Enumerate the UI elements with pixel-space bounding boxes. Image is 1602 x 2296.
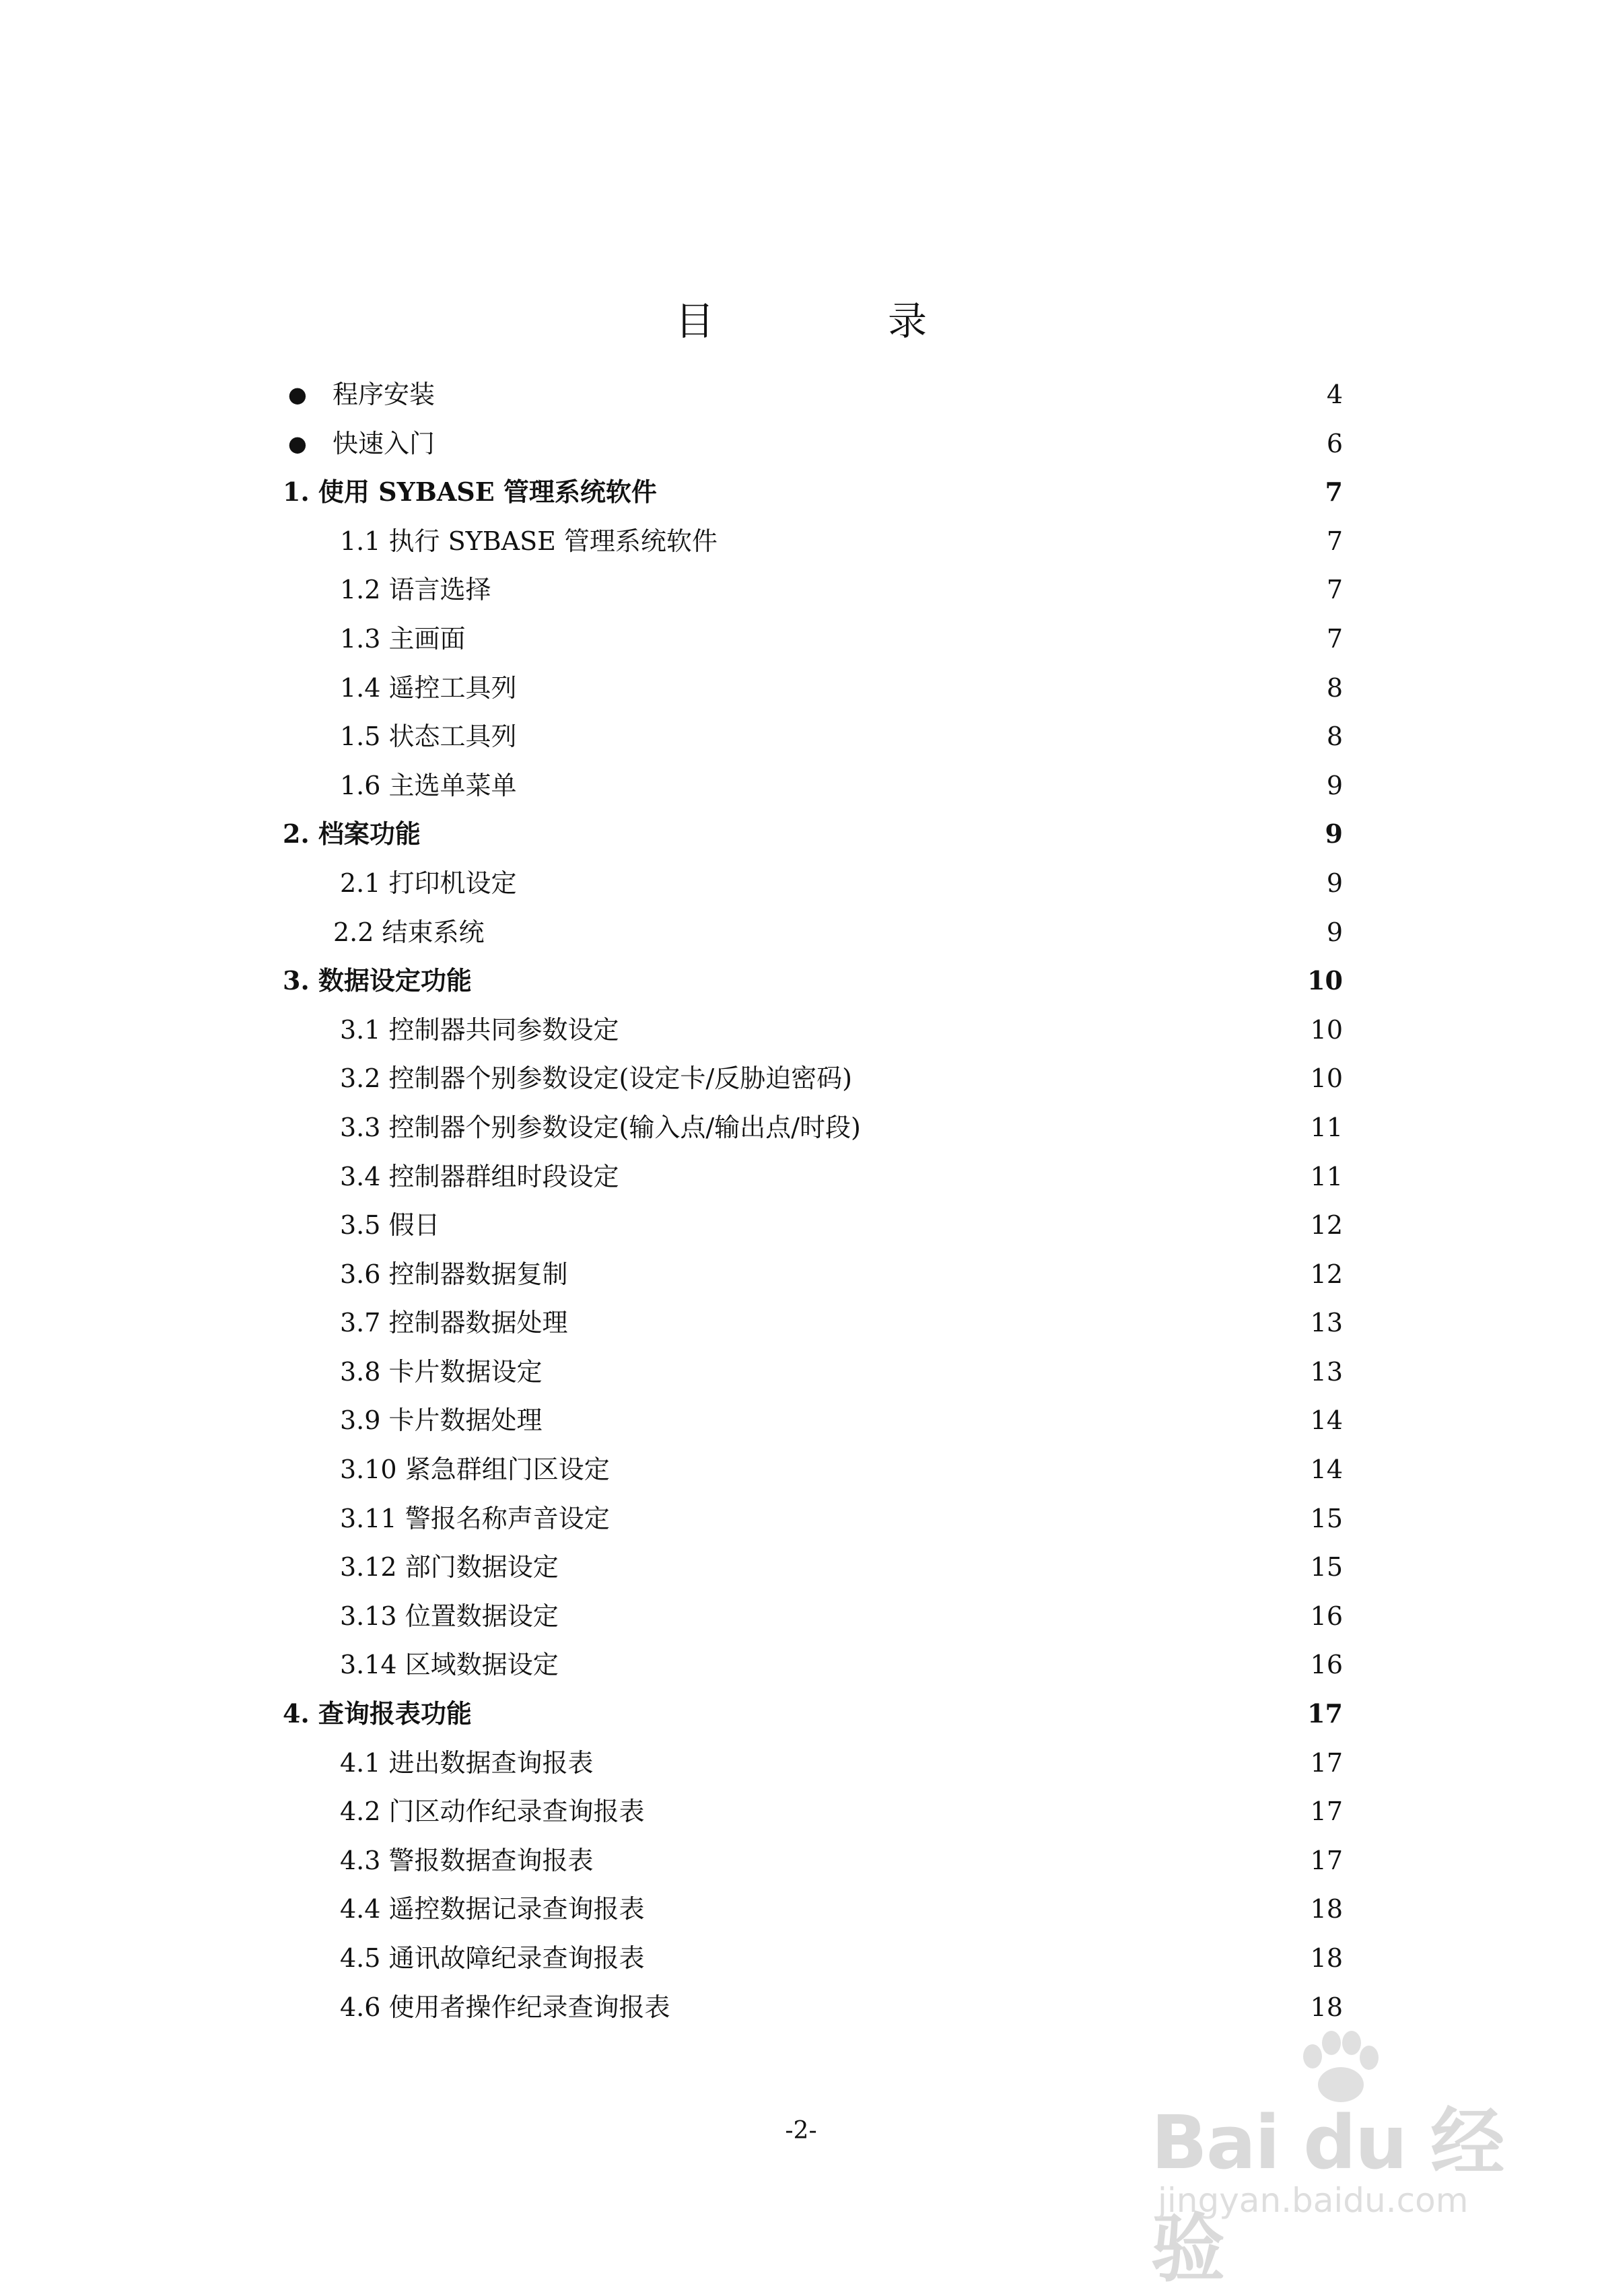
toc-entry-page: 17 [1310,1845,1343,1875]
toc-entry-label: 3. 数据设定功能 [283,965,472,996]
toc-entry [283,1690,1343,1739]
toc-entry-page: 9 [1326,917,1343,947]
toc-entry-page: 15 [1310,1552,1343,1582]
toc-entry [283,1592,1343,1641]
toc-entry-label: 4.6 使用者操作纪录查询报表 [340,1992,670,2022]
toc-entry [283,1494,1343,1543]
toc-entry-page: 17 [1310,1747,1343,1778]
toc-entry-label: 3.3 控制器个别参数设定(输入点/输出点/时段) [340,1112,861,1142]
toc-entry [283,1934,1343,1983]
toc-entry-page: 18 [1310,1992,1343,2022]
toc-entry-page: 7 [1326,575,1343,605]
toc-entry-page: 10 [1310,1014,1343,1045]
toc-entry-label: 4.5 通讯故障纪录查询报表 [340,1943,645,1973]
watermark-logo: Bai du 经验 [1151,2099,1504,2292]
toc-entry-label: 3.8 卡片数据设定 [340,1356,543,1387]
toc-entry [283,1983,1343,2032]
toc-entry [283,1250,1343,1299]
toc-entry-page: 11 [1310,1112,1343,1142]
toc-entry-label: 3.7 控制器数据处理 [340,1308,568,1338]
toc-entry [283,908,1343,957]
toc-entry [283,1543,1343,1592]
toc-entry-page: 17 [1307,1698,1343,1729]
toc-entry-label: 4. 查询报表功能 [283,1698,472,1729]
toc-entry-page: 4 [1326,380,1343,409]
toc-entry-label: 3.13 位置数据设定 [340,1601,559,1631]
toc-entry-page: 6 [1326,428,1343,458]
toc-entry [283,1739,1343,1788]
toc-entry [283,1787,1343,1836]
toc-entry-page: 9 [1325,819,1343,849]
toc-title: 目 录 [674,298,928,344]
toc-entry-page: 12 [1310,1210,1343,1241]
toc-entry-page: 13 [1310,1308,1343,1338]
toc-entry-label: 3.2 控制器个别参数设定(设定卡/反胁迫密码) [340,1064,852,1094]
toc-entry-label: 1.6 主选单菜单 [340,770,517,800]
toc-entry-label: 3.9 卡片数据处理 [340,1405,543,1436]
toc-entry-label: 程序安装 [333,380,436,409]
toc-entry-page: 10 [1310,1064,1343,1094]
toc-entry-label: 1.4 遥控工具列 [340,672,517,703]
toc-entry [283,810,1343,859]
page-number-footer: -2- [785,2117,817,2145]
bullet-icon: ● [288,382,307,407]
toc-entry-label: 3.6 控制器数据复制 [340,1259,568,1289]
toc-entry [283,517,1343,566]
toc-entry [283,1836,1343,1885]
toc-entry-label: 1. 使用 SYBASE 管理系统软件 [283,477,657,508]
toc-entry [283,761,1343,810]
toc-entry [283,1054,1343,1103]
toc-entry [283,419,1343,468]
toc-entry-label: 2. 档案功能 [283,819,421,849]
toc-entry-label: 2.2 结束系统 [333,917,485,947]
toc-entry-page: 16 [1310,1650,1343,1680]
toc-entry-label: 3.11 警报名称声音设定 [340,1503,610,1533]
toc-entry-page: 18 [1310,1943,1343,1973]
bullet-icon: ● [288,430,307,456]
toc-entry-label: 快速入门 [333,428,436,458]
toc-entry-page: 8 [1326,722,1343,752]
toc-entry [283,664,1343,713]
toc-entry-page: 18 [1310,1894,1343,1924]
toc-entry-page: 13 [1310,1356,1343,1387]
toc-entry-page: 7 [1326,526,1343,556]
toc-entry-label: 3.5 假日 [340,1210,440,1241]
toc-entry-page: 14 [1310,1455,1343,1485]
toc-entry-page: 16 [1310,1601,1343,1631]
toc-entry [283,1885,1343,1934]
toc-entry-label: 3.14 区域数据设定 [340,1650,559,1680]
table-of-contents [283,370,1343,2031]
baidu-jingyan-watermark [1138,2029,1541,2292]
toc-entry-page: 14 [1310,1405,1343,1436]
toc-entry-label: 4.2 门区动作纪录查询报表 [340,1797,645,1827]
toc-entry-label: 1.5 状态工具列 [340,722,517,752]
toc-entry [283,1445,1343,1494]
toc-entry-label: 3.10 紧急群组门区设定 [340,1455,610,1485]
toc-entry-label: 2.1 打印机设定 [340,868,517,898]
toc-entry-label: 1.1 执行 SYBASE 管理系统软件 [340,526,718,556]
toc-entry-label: 1.3 主画面 [340,623,466,654]
toc-entry-page: 7 [1326,623,1343,654]
toc-entry [283,1201,1343,1250]
toc-entry-page: 12 [1310,1259,1343,1289]
toc-entry-page: 9 [1326,868,1343,898]
toc-entry [283,1348,1343,1397]
toc-entry-page: 9 [1326,770,1343,800]
toc-entry [283,1640,1343,1690]
toc-entry [283,712,1343,761]
toc-entry-label: 4.3 警报数据查询报表 [340,1845,594,1875]
toc-entry-page: 11 [1310,1161,1343,1191]
toc-entry-page: 7 [1325,477,1343,508]
toc-entry-label: 3.12 部门数据设定 [340,1552,559,1582]
toc-entry-label: 4.4 遥控数据记录查询报表 [340,1894,645,1924]
toc-entry [283,859,1343,908]
toc-entry-label: 3.1 控制器共同参数设定 [340,1014,619,1045]
toc-entry [283,468,1343,517]
toc-entry [283,1152,1343,1202]
toc-entry-label: 4.1 进出数据查询报表 [340,1747,594,1778]
toc-entry-label: 1.2 语言选择 [340,575,491,605]
toc-entry [283,1103,1343,1152]
toc-entry [283,1298,1343,1348]
toc-entry [283,565,1343,615]
toc-entry-page: 17 [1310,1797,1343,1827]
toc-entry [283,956,1343,1006]
watermark-url: jingyan.baidu.com [1158,2181,1469,2220]
toc-entry [283,1396,1343,1445]
toc-entry [283,615,1343,664]
toc-entry [283,370,1343,419]
toc-entry-page: 10 [1307,965,1343,996]
toc-entry [283,1006,1343,1055]
toc-entry-label: 3.4 控制器群组时段设定 [340,1161,619,1191]
toc-entry-page: 15 [1310,1503,1343,1533]
toc-entry-page: 8 [1326,672,1343,703]
